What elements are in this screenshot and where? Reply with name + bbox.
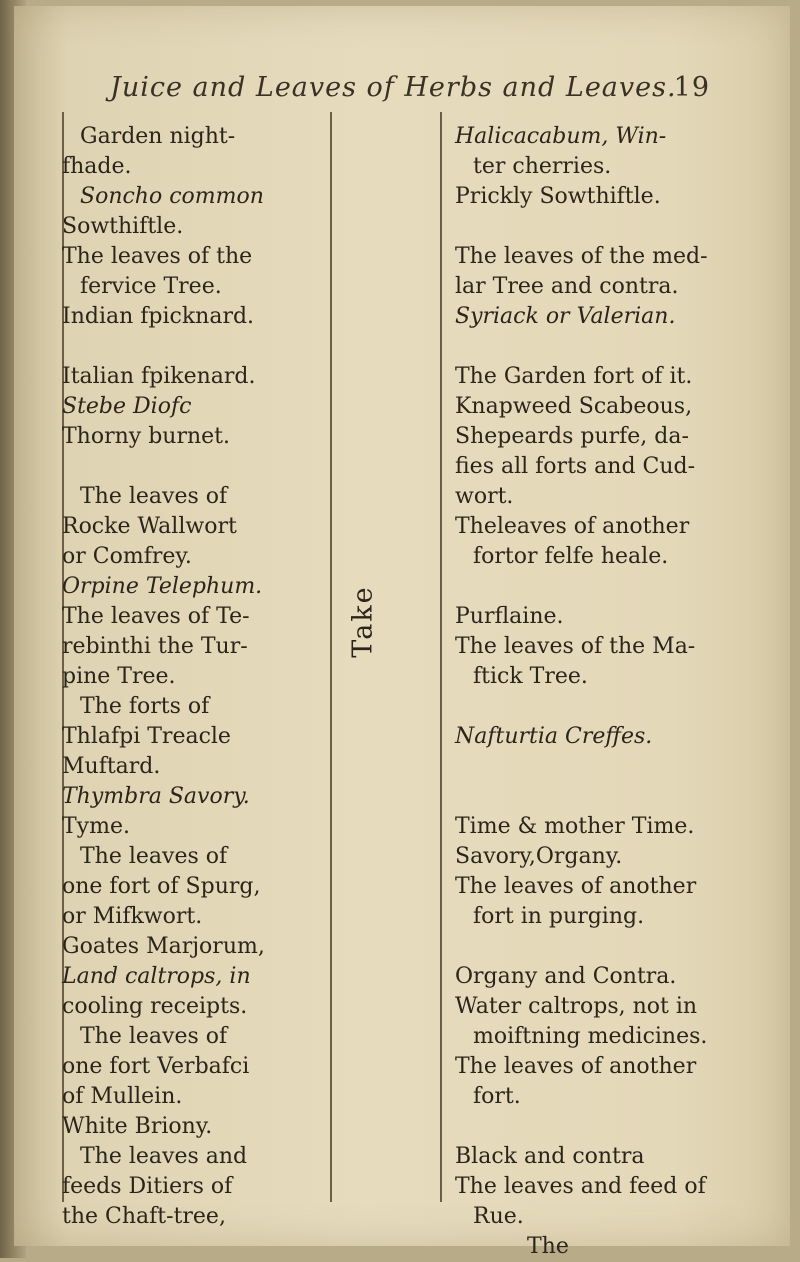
- text-line: Goates Marjorum,: [62, 934, 265, 959]
- text-line: [62, 452, 324, 482]
- text-line: Prickly Sowthiftle.: [455, 184, 661, 209]
- text-line: the Chaft-tree,: [62, 1204, 226, 1229]
- text-line: The leaves of the Ma-: [455, 634, 696, 659]
- text-line: fervice Tree.: [80, 274, 222, 299]
- text-line: moiftning medicines.: [473, 1024, 708, 1049]
- text-line: pine Tree.: [62, 664, 176, 689]
- text-line: fhade.: [62, 154, 132, 179]
- text-line: Time & mother Time.: [455, 814, 695, 839]
- text-line: [455, 692, 775, 722]
- text-line: ter cherries.: [473, 154, 612, 179]
- text-line: Syriack or Valerian.: [455, 304, 676, 329]
- right-column: [455, 122, 775, 1262]
- text-line: feeds Ditiers of: [62, 1174, 233, 1199]
- text-line: Indian fpicknard.: [62, 304, 255, 329]
- text-line: Water caltrops, not in: [455, 994, 698, 1019]
- text-line: The leaves of another: [455, 1054, 697, 1079]
- text-line: The leaves of: [80, 844, 228, 869]
- text-line: The Garden fort of it.: [455, 364, 693, 389]
- text-line: Sowthiftle.: [62, 214, 184, 239]
- text-line: or Comfrey.: [62, 544, 192, 569]
- text-line: [455, 572, 775, 602]
- running-header: [110, 72, 750, 106]
- text-line: [455, 782, 775, 812]
- text-line: one fort of Spurg,: [62, 874, 261, 899]
- text-line: Nafturtia Creffes.: [455, 724, 653, 749]
- text-line: [455, 1112, 775, 1142]
- text-line: ftick Tree.: [473, 664, 588, 689]
- text-line: Muftard.: [62, 754, 161, 779]
- page-number: 19: [673, 72, 710, 103]
- text-line: The forts of: [80, 694, 210, 719]
- text-line: Italian fpikenard.: [62, 364, 256, 389]
- text-line: The leaves of the med-: [455, 244, 708, 269]
- text-line: or Mifkwort.: [62, 904, 203, 929]
- text-line: The leaves and feed of: [455, 1174, 706, 1199]
- text-line: Thymbra Savory.: [62, 784, 250, 809]
- text-line: Thlafpi Treacle: [62, 724, 231, 749]
- text-line: fort in purging.: [473, 904, 645, 929]
- text-line: Rocke Wallwort: [62, 514, 237, 539]
- text-line: [455, 932, 775, 962]
- text-line: The leaves of: [80, 484, 228, 509]
- text-line: Halicacabum, Win-: [455, 124, 667, 149]
- header-title: Juice and Leaves of Herbs and Leaves.: [110, 72, 677, 103]
- text-line: fies all forts and Cud-: [455, 454, 696, 479]
- text-line: Knapweed Scabeous,: [455, 394, 693, 419]
- text-line: Tyme.: [62, 814, 130, 839]
- text-line: Stebe Diofc: [62, 394, 192, 419]
- left-column: [62, 122, 324, 1232]
- text-line: Thorny burnet.: [62, 424, 230, 449]
- text-line: Theleaves of another: [455, 514, 690, 539]
- text-line: one fort Verbafci: [62, 1054, 250, 1079]
- text-line: The leaves of another: [455, 874, 697, 899]
- text-line: [455, 752, 775, 782]
- text-line: The leaves of the: [62, 244, 253, 269]
- margin-label: Take: [347, 585, 379, 658]
- text-line: fort.: [473, 1084, 521, 1109]
- text-line: of Mullein.: [62, 1084, 183, 1109]
- left-column-rule: [330, 112, 332, 1202]
- text-line: The: [527, 1234, 569, 1259]
- text-line: The leaves of Te-: [62, 604, 250, 629]
- text-line: rebinthi the Tur-: [62, 634, 248, 659]
- text-line: Soncho common: [80, 184, 264, 209]
- margin-label-box: [343, 566, 379, 682]
- text-line: fortor felfe heale.: [473, 544, 669, 569]
- text-line: The leaves of: [80, 1024, 228, 1049]
- text-line: [455, 332, 775, 362]
- text-line: Land caltrops, in: [62, 964, 251, 989]
- text-line: Orpine Telephum.: [62, 574, 263, 599]
- text-line: White Briony.: [62, 1114, 213, 1139]
- text-line: Savory,Organy.: [455, 844, 623, 869]
- text-line: Purflaine.: [455, 604, 564, 629]
- text-line: [62, 332, 324, 362]
- right-column-rule: [440, 112, 442, 1202]
- text-line: cooling receipts.: [62, 994, 248, 1019]
- text-line: Shepeards purfe, da-: [455, 424, 689, 449]
- text-line: [455, 212, 775, 242]
- text-line: Rue.: [473, 1204, 524, 1229]
- text-line: lar Tree and contra.: [455, 274, 679, 299]
- text-line: wort.: [455, 484, 514, 509]
- text-line: Black and contra: [455, 1144, 645, 1169]
- text-line: Garden night-: [80, 124, 236, 149]
- text-line: Organy and Contra.: [455, 964, 677, 989]
- text-line: The leaves and: [80, 1144, 248, 1169]
